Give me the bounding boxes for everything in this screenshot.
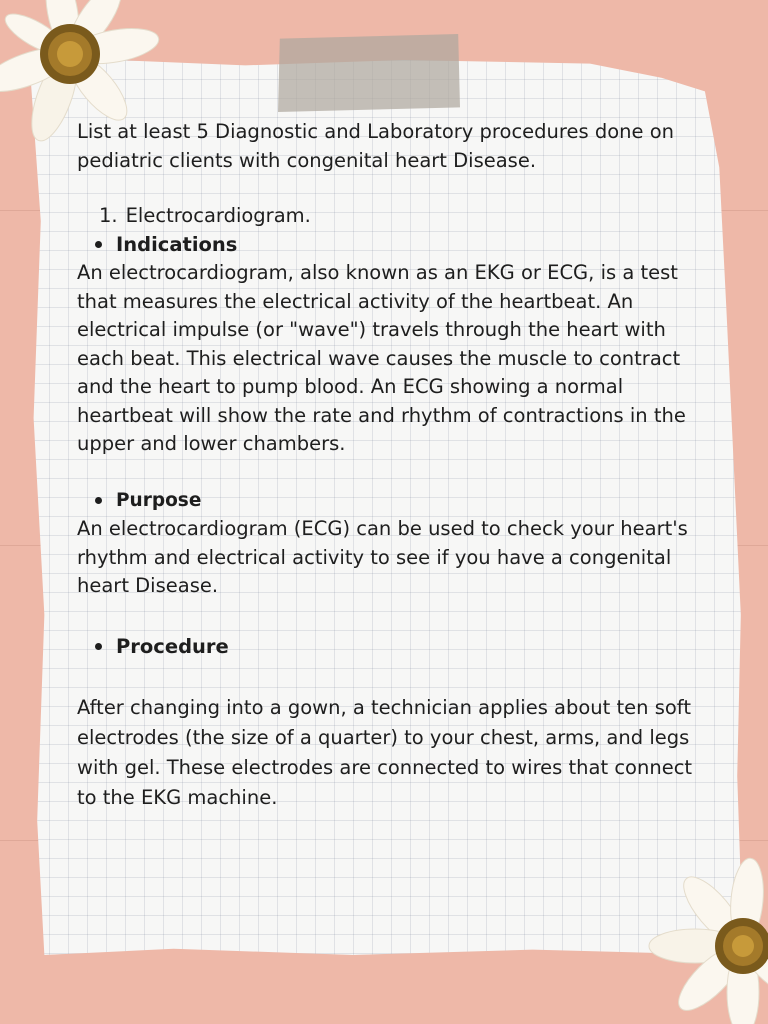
bullet-icon [95,497,102,504]
procedure-text: After changing into a gown, a technician applies about ten soft electrodes (the size of a quarter) to your chest, arms, and legs with gel. These electrodes are connected to wires that connect to the EKG machine. [77,696,693,809]
indications-heading-text: Indications [116,232,238,256]
indications-heading [77,231,697,260]
bullet-icon [95,643,102,650]
question-text: List at least 5 Diagnostic and Laboratory procedures done on pediatric clients with congenital heart Disease. [77,120,674,172]
masking-tape [278,34,460,112]
bullet-icon [95,241,102,248]
procedure-number: 1. [99,204,118,227]
procedure-name: Electrocardiogram. [125,204,311,227]
procedure-title [77,202,697,231]
procedure-heading-text: Procedure [116,634,229,658]
indications-text: An electrocardiogram, also known as an EKG or ECG, is a test that measures the electrical activity of the heartbeat. An electrical impulse (or "wave") travels through the heart with each beat. This electrical wave causes the muscle to contract and the heart to pump blood. An ECG showing a normal heartbeat will show the rate and rhythm of contractions in the upper and lower chambers. [77,261,686,455]
daisy-flower-icon [628,850,768,1024]
document-content [77,118,697,813]
purpose-heading-text: Purpose [116,489,202,511]
purpose-text: An electrocardiogram (ECG) can be used to check your heart's rhythm and electrical activity to see if you have a congenital heart Disease. [77,517,688,597]
purpose-heading [77,487,697,516]
procedure-heading [77,633,697,662]
